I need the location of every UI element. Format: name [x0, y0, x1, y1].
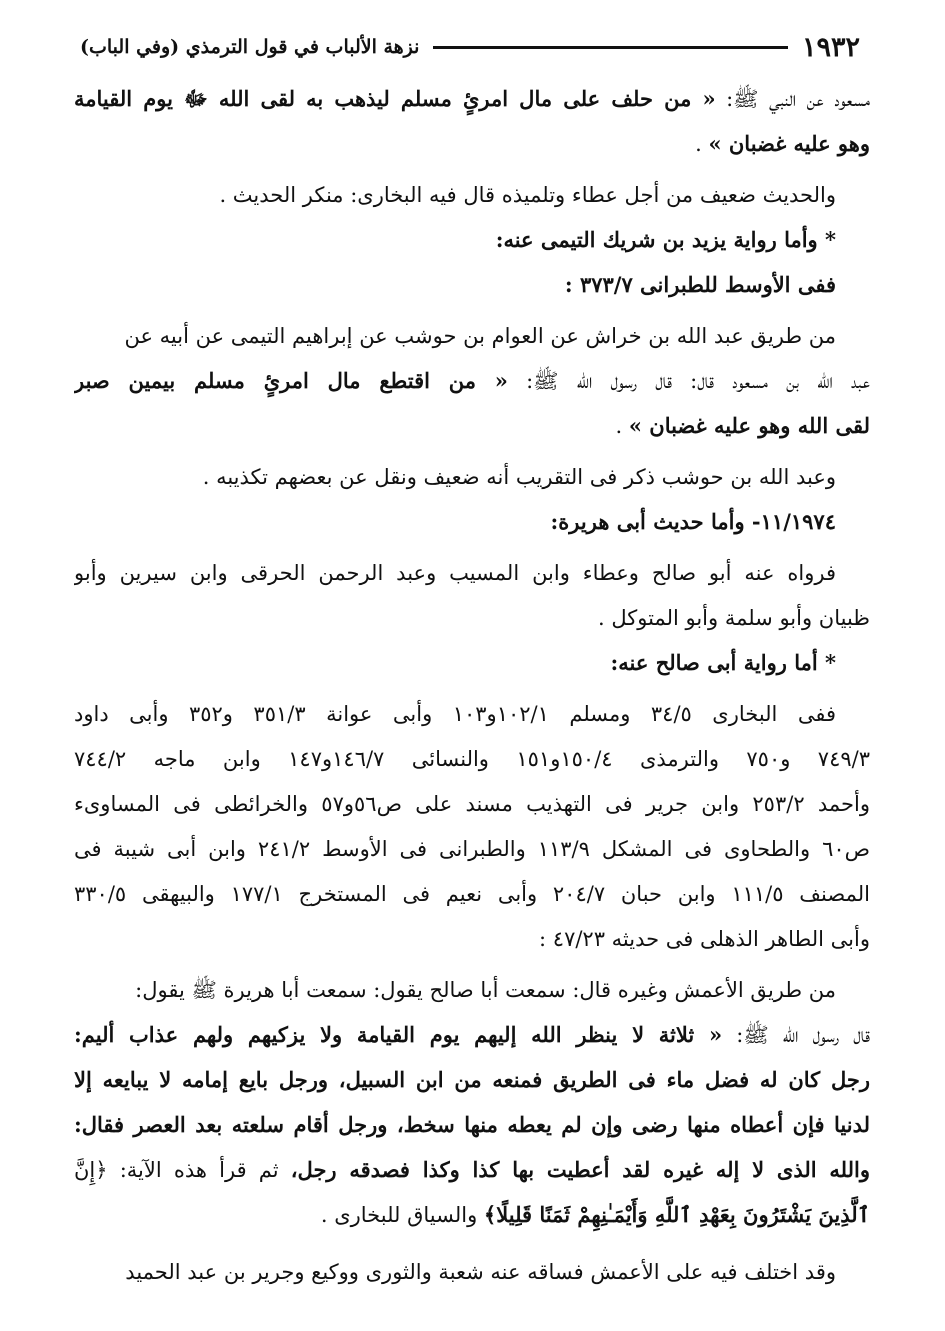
text-line: والله الذى لا إله غيره لقد أعطيت بها كذا وكذا فصدقه رجل، ثم قرأ هذه الآية: ﴿إِنَّ: [74, 1157, 870, 1182]
text-line: ففى الأوسط للطبرانى ٣٧٣/٧ :: [564, 272, 836, 297]
text-line: من طريق الأعمش وغيره قال: سمعت أبا صالح يقول: سمعت أبا هريرة ﷺ يقول:: [135, 978, 836, 1002]
text-line: المصنف ١١١/٥ وابن حبان ٢٠٤/٧ وأبى نعيم فى المستخرج ١٧٧/١ والبيهقى ٣٣٠/٥: [74, 882, 870, 906]
text-line: عبد الله بن مسعود قال: قال رسول الله ﷺ: « من اقتطع مال امرئٍ مسلم بيمين صبر: [74, 368, 870, 393]
text-line: لقى الله وهو عليه غضبان » .: [615, 413, 870, 438]
text-line: قال رسول الله ﷺ: « ثلاثة لا ينظر الله إليهم يوم القيامة ولا يزكيهم ولهم عذاب أليم:: [74, 1022, 870, 1047]
text-line: وأحمد ٢٥٣/٢ وابن جرير فى التهذيب مسند على ص٥٦و٥٧ والخرائطى فى المساوىء: [74, 792, 870, 816]
text-line: وأبى الطاهر الذهلى فى حديثه ٤٧/٢٣ :: [539, 927, 870, 951]
page-header: [80, 30, 860, 64]
text-line: ففى البخارى ٣٤/٥ ومسلم ١٠٢/١و١٠٣ وأبى عوانة ٣٥١/٣ و٣٥٢ وأبى داود: [74, 702, 837, 726]
text-line: ٧٤٩/٣ و٧٥٠ والترمذى ١٥٠/٤و١٥١ والنسائى ١٤٦/٧و١٤٧ وابن ماجه ٧٤٤/٢: [74, 747, 870, 771]
page-body: [74, 76, 870, 1294]
text-line: وقد اختلف فيه على الأعمش فساقه عنه شعبة والثورى ووكيع وجرير بن عبد الحميد: [125, 1260, 836, 1284]
text-line: لدنيا فإن أعطاه منها رضى وإن لم يعطه منها سخط، ورجل أقام سلعته بعد العصر فقال:: [74, 1112, 870, 1137]
text-line: فرواه عنه أبو صالح وعطاء وابن المسيب وعبد الرحمن الحرقى وابن سيرين وأبو: [74, 561, 836, 585]
text-line: ص٦٠ والطحاوى فى المشكل ١١٣/٩ والطبرانى فى الأوسط ٢٤١/٢ وابن أبى شيبة فى: [74, 837, 870, 861]
text-line: مسعود عن النبي ﷺ: « من حلف على مال امرئٍ مسلم ليذهب به لقى الله ﷻ يوم القيامة: [74, 86, 870, 111]
section-heading: * أما رواية أبى صالح عنه:: [610, 650, 836, 675]
page-number: ١٩٣٢: [801, 31, 860, 63]
text-line: والحديث ضعيف من أجل عطاء وتلميذه قال فيه البخارى: منكر الحديث .: [219, 183, 836, 207]
text-line: رجل كان له فضل ماء فى الطريق فمنعه من ابن السبيل، ورجل بايع إمامه لا يبايعه إلا: [74, 1067, 870, 1092]
text-line: ظبيان وأبو سلمة وأبو المتوكل .: [597, 606, 870, 630]
header-rule: [433, 46, 788, 49]
text-line: وهو عليه غضبان » .: [695, 131, 870, 156]
running-title: نزهة الألباب في قول الترمذي (وفي الباب): [80, 36, 420, 58]
text-line: من طريق عبد الله بن خراش عن العوام بن حوشب عن إبراهيم التيمى عن أبيه عن: [124, 324, 836, 348]
hadith-heading: ١١/١٩٧٤- وأما حديث أبى هريرة:: [550, 509, 836, 534]
quran-verse-line: ٱلَّذِينَ يَشْتَرُونَ بِعَهْدِ ٱللَّهِ وَأَيْمَـٰنِهِمْ ثَمَنًا قَلِيلًا﴾ والسياق للبخارى .: [320, 1202, 870, 1227]
section-heading: * وأما رواية يزيد بن شريك التيمى عنه:: [495, 227, 836, 252]
text-line: وعبد الله بن حوشب ذكر فى التقريب أنه ضعيف ونقل عن بعضهم تكذيبه .: [202, 465, 836, 489]
